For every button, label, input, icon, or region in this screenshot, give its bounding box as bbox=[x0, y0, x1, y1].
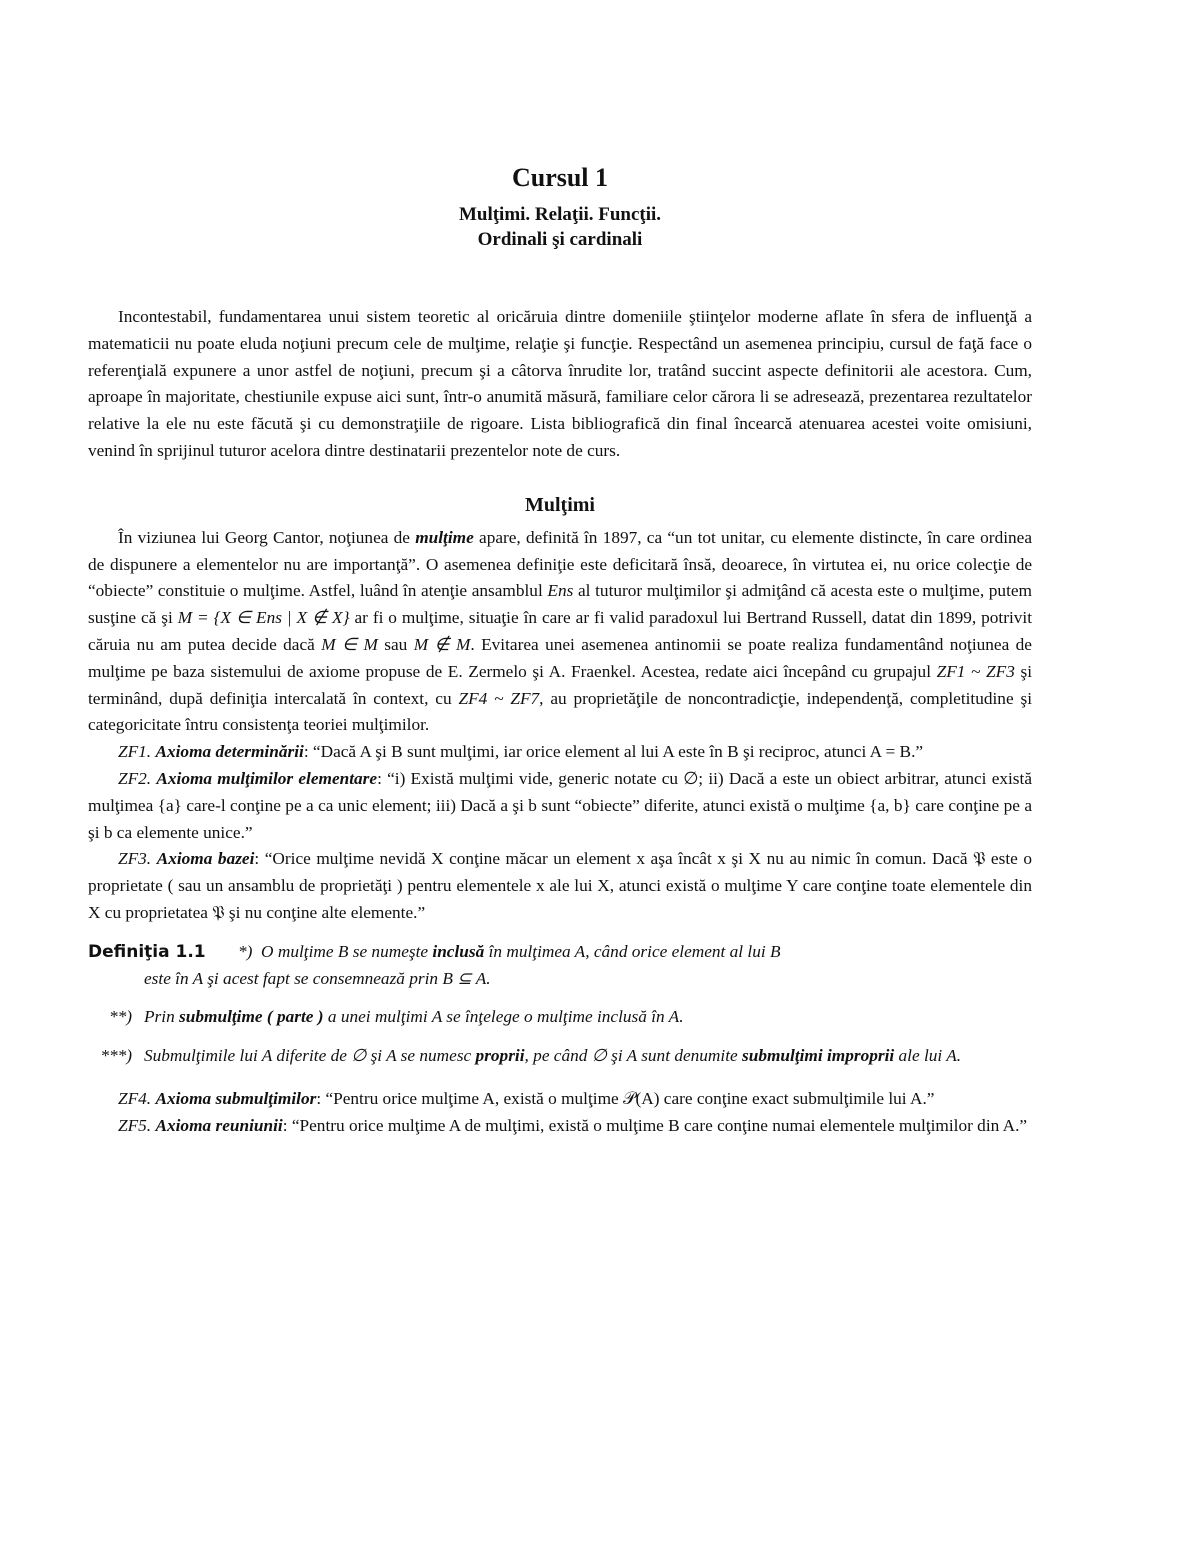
definition-item-1-cont: este în A şi acest fapt se consemnează prin B ⊆ A. bbox=[144, 968, 491, 988]
definition-item-3: ***) Submulţimile lui A diferite de ∅ şi A se numesc proprii, pe când ∅ şi A sunt denumite submulţimi improprii ale lui A. bbox=[100, 1046, 962, 1066]
axiom-zf5: ZF5. Axioma reuniunii: “Pentru orice mulţime A de mulţimi, există o mulţime B care conţine numai elementele mulţimilor din A.” bbox=[118, 1115, 1028, 1135]
axiom-zf2: ZF2. Axioma mulţimilor elementare: “i) Există mulţimi vide, generic notate cu ∅; ii) Dacă a este un obiect arbitrar, atunci există mulţimea {a} care-l conţine pe a ca unic element; iii) Dacă a şi b sunt “obiecte” diferite, atunci există o mulţime {a, b} care conţine pe a şi b ca elemente unice.” bbox=[88, 768, 1032, 842]
page-title: Cursul 1 bbox=[511, 163, 609, 192]
definition-item-2: **) Prin submulţime ( parte ) a unei mulţimi A se înţelege o mulţime inclusă în A. bbox=[108, 1007, 684, 1027]
document-page bbox=[88, 158, 1032, 1140]
subtitle-line-2: Ordinali şi cardinali bbox=[477, 229, 643, 250]
section-heading: Mulţimi bbox=[525, 493, 595, 516]
definition-item-1: *) O mulţime B se numeşte inclusă în mulţimea A, când orice element al lui B bbox=[238, 941, 781, 961]
subtitle-line-1: Mulţimi. Relaţii. Funcţii. bbox=[458, 204, 662, 225]
definition-heading: Definiţia 1.1 bbox=[88, 941, 206, 962]
cantor-paragraph: În viziunea lui Georg Cantor, noţiunea de mulţime apare, definită în 1897, ca “un tot unitar, cu elemente distincte, în care ordinea de dispunere a elementelor nu are importanţă”. O asemenea definiţie este deficitară însă, deoarece, în virtutea ei, nu orice colecţie de “obiecte” constituie o mulţime. Astfel, luând în atenţie ansamblul Ens al tuturor mulţimilor şi admiţând că acesta este o mulţime, putem susţine că şi M = {X ∈ Ens | X ∉ X} ar fi o mulţime, situaţie în care ar fi valid paradoxul lui Bertrand Russell, datat din 1899, potrivit căruia nu am putea decide dacă M ∈ M sau M ∉ M. Evitarea unei asemenea antinomii se poate realiza fundamentând noţiunea de mulţime pe baza sistemului de axiome propuse de E. Zermelo şi A. Fraenkel. Acestea, redate aici începând cu grupajul ZF1 ~ ZF3 şi terminând, după definiţia intercalată în context, cu ZF4 ~ ZF7, au proprietăţile de noncontradicţie, independenţă, completitudine şi categoricitate întru consistenţa teoriei mulţimilor. bbox=[88, 527, 1033, 735]
definition-1-1 bbox=[88, 939, 1032, 993]
intro-paragraph: Incontestabil, fundamentarea unui sistem teoretic al oricăruia dintre domeniile ştiinţelor moderne aflate în sfera de influenţă a matematicii nu poate eluda noţiuni precum cele de mulţime, relaţie şi funcţie. Respectând un asemenea principiu, cursul de faţă face o referenţială expunere a unor astfel de noţiuni, precum şi a câtorva înrudite lor, tratând succint aspecte definitorii ale acestora. Cum, aproape în majoritate, chestiunile expuse aici sunt, într-o anumită măsură, familiare celor cărora li se adresează, prezentarea rezultatelor relative la ele nu este făcută şi cu demonstraţiile de rigoare. Lista bibliografică din final încearcă atenuarea acestei voite omisiuni, venind în sprijinul tuturor acelora dintre destinatarii prezentelor note de curs. bbox=[88, 307, 1032, 460]
axiom-zf4: ZF4. Axioma submulţimilor: “Pentru orice mulţime A, există o mulţime 𝒫(A) care conţine exact submulţimile lui A.” bbox=[118, 1088, 935, 1108]
term-multime: mulţime bbox=[415, 527, 474, 547]
axiom-zf1: ZF1. Axioma determinării: “Dacă A şi B sunt mulţimi, iar orice element al lui A este în B şi reciproc, atunci A = B.” bbox=[118, 742, 924, 762]
ens-symbol: Ens bbox=[547, 581, 574, 601]
axiom-zf3: ZF3. Axioma bazei: “Orice mulţime nevidă X conţine măcar un element x aşa încât x şi X nu au nimic în comun. Dacă 𝔓 este o proprietate ( sau un ansamblu de proprietăţi ) pentru elementele x ale lui X, atunci există o mulţime Y care conţine toate elementele din X cu proprietatea 𝔓 şi nu conţine alte elemente.” bbox=[88, 849, 1032, 922]
russell-formula: M = {X ∈ Ens | X ∉ X} bbox=[177, 608, 350, 628]
